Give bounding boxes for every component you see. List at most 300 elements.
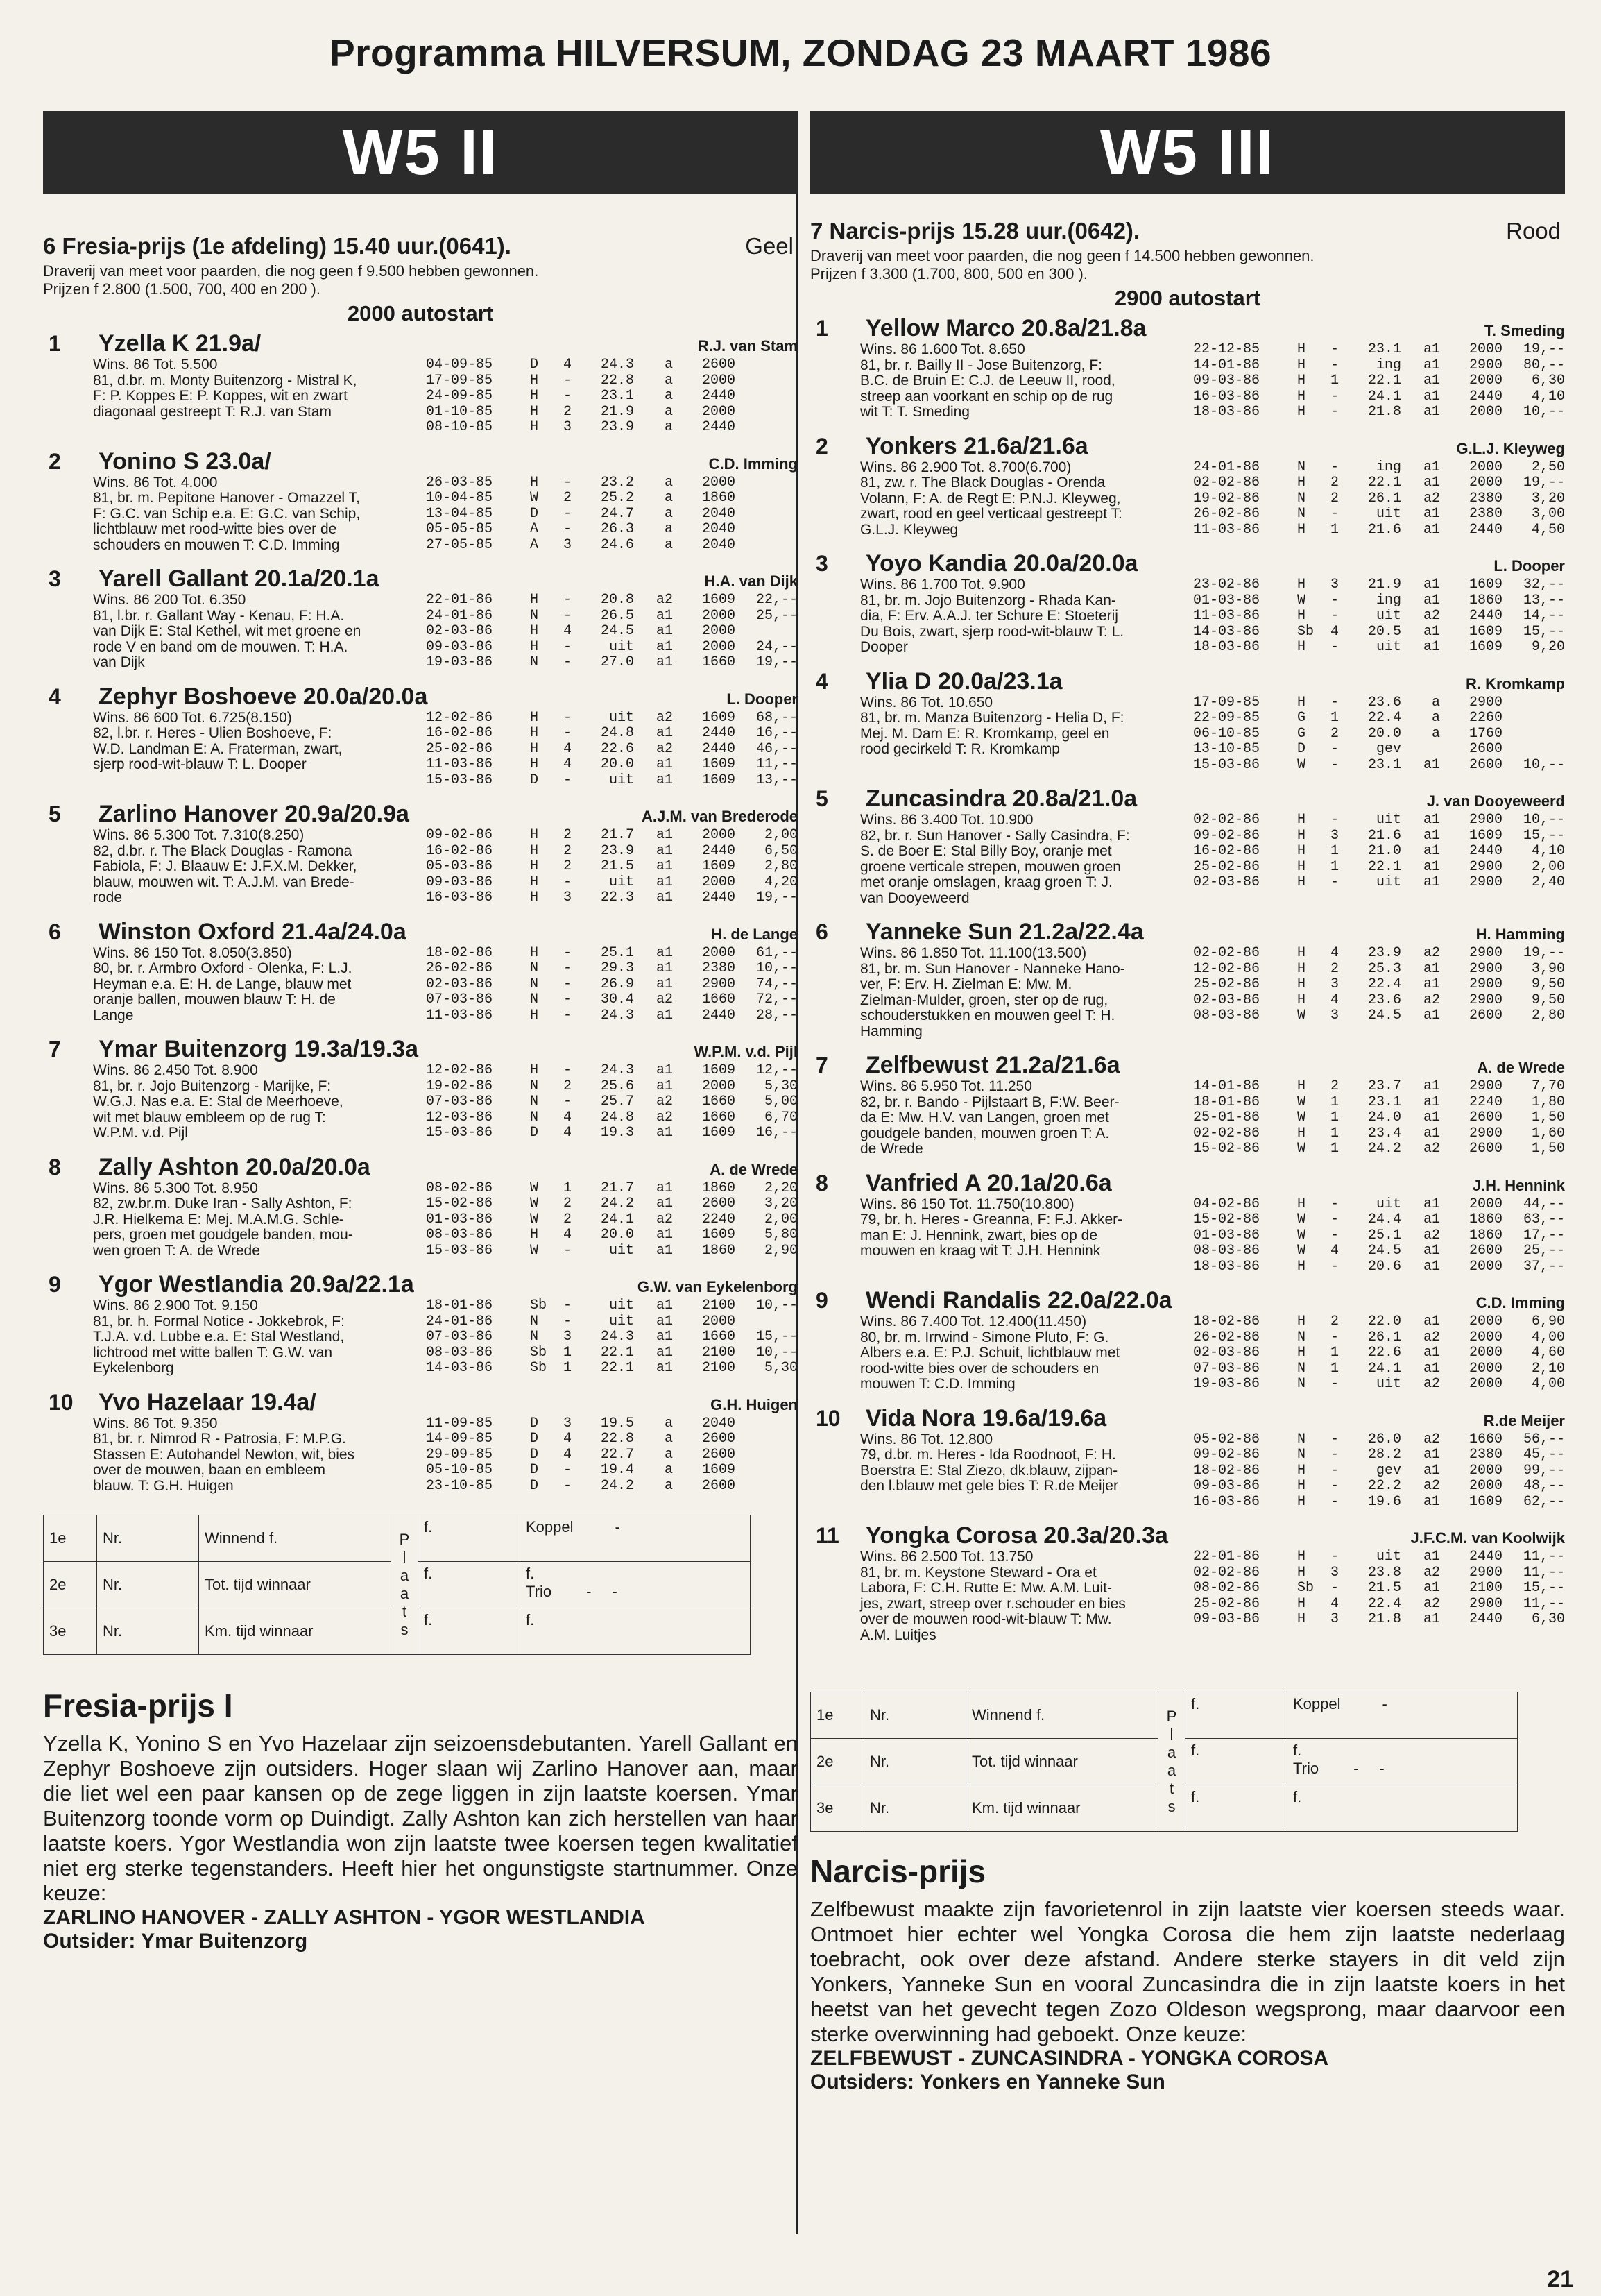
odds [735,405,798,420]
distance: 1609 [701,1462,735,1478]
track-code: H [1297,475,1306,491]
form-row [1193,593,1565,609]
race-date: 11-03-86 [426,756,493,772]
detail-line: Stassen E: Autohandel Newton, wit, bies [93,1446,355,1463]
outsider-line: Outsider: Ymar Buitenzorg [43,1930,308,1953]
odds: 3,20 [764,1196,798,1211]
place-cell: 3e [811,1785,864,1832]
distance: 1609 [1469,827,1502,844]
start-code: a [664,419,673,435]
odds: 46,-- [755,740,798,757]
distance: 2900 [1469,357,1502,373]
odds: 5,80 [764,1227,798,1243]
finish-position: 1 [1330,1094,1339,1110]
start-code: a1 [1423,1580,1440,1596]
track-code: A [530,521,539,537]
odds: 15,-- [1523,1580,1565,1596]
result-table [43,1515,751,1655]
detail-line: wit T: T. Smeding [860,404,970,420]
form-row [1193,624,1565,640]
odds: 10,-- [1523,756,1565,773]
form-row [1193,1361,1565,1377]
race-date: 25-02-86 [426,740,493,757]
detail-line: Wins. 86 2.900 Tot. 9.150 [93,1298,258,1313]
detail-line: A.M. Luitjes [860,1626,936,1643]
entry-body [860,946,1565,1039]
form-row [426,1212,798,1228]
horse-name: Zuncasindra 20.8a/21.0a [866,785,1138,812]
finish-position: - [563,1242,572,1259]
start-code: a2 [1423,992,1440,1008]
distance: 2600 [1469,1109,1502,1125]
finish-position: 1 [1330,843,1339,859]
track-code: G [1297,725,1306,742]
start-code: a2 [1423,945,1440,961]
odds: 32,-- [1523,577,1565,593]
detail-line: Wins. 86 5.950 Tot. 11.250 [860,1078,1032,1094]
odds: 17,-- [1523,1227,1565,1243]
form-row [426,1079,798,1095]
track-code: H [1297,1313,1306,1329]
odds: 16,-- [755,1125,798,1141]
detail-line: Eykelenborg [93,1360,174,1376]
start-code: a1 [1423,960,1440,977]
analysis-text: Zelfbewust maakte zijn favorietenrol in zijn laatste vier koersen steeds waar. Ontmoet hier echter wel Yongka Corosa die hem zijn laatste nederlaag toebracht, ook over deze afstand. Andere sterke stayers in dit veld zijn Yonkers, Yanneke Sun en vooral Zuncasindra die in zijn laatste koers in het heetst van het gevecht tegen Zozo Oldeson wegsprong, maar daarvoor een sterke overwinning had geboekt. Onze keuze: [810,1897,1565,2046]
form-row [1193,742,1565,758]
race-date: 16-03-86 [426,890,493,905]
distance: 1609 [701,756,735,772]
distance: 2000 [701,827,735,843]
koppel-cell [520,1515,751,1562]
entry-number: 5 [816,786,828,811]
entry-number: 2 [49,448,61,474]
koppel-amount [520,1562,751,1608]
race-date: 09-03-86 [426,874,493,890]
horse-name: Vanfried A 20.1a/20.6a [866,1169,1112,1196]
entry-body [860,695,1565,774]
form-table [1193,813,1565,906]
plaats-amount: f. [418,1515,520,1562]
start-code: a1 [656,607,673,624]
time: 24.6 [600,536,634,553]
finish-position: 3 [1330,976,1339,992]
track-code: Sb [530,1360,547,1376]
track-code: N [1297,459,1306,475]
race-conditions: Draverij van meet voor paarden, die nog geen f 14.500 hebben gewonnen. [810,247,1315,264]
time: 24.3 [600,357,634,373]
track-code: W [530,1196,539,1211]
track-code: H [1297,1595,1306,1612]
race-date: 22-01-86 [426,592,493,608]
detail-line: 81, br. m. Manza Buitenzorg - Helia D, F: [860,710,1124,726]
form-row [1193,609,1565,624]
track-code: D [1297,741,1306,757]
detail-line: 82, br. r. Sun Hanover - Sally Casindra, F: [860,827,1130,844]
horse-details [860,342,1185,420]
detail-line: Wins. 86 1.850 Tot. 11.100(13.500) [860,945,1087,961]
race-entry [810,550,1565,656]
odds: 11,-- [1523,1564,1565,1581]
detail-line: W.G.J. Nas e.a. E: Stal de Meerhoeve, [93,1094,343,1109]
race-date: 29-09-85 [426,1446,493,1463]
odds: 4,50 [1531,521,1565,538]
horse-name: Wendi Randalis 22.0a/22.0a [866,1287,1172,1313]
race-date: 12-02-86 [426,709,493,726]
detail-line: 82, l.br. r. Heres - Ulien Boshoeve, F: [93,725,332,741]
track-code: N [1297,1329,1306,1345]
detail-line: 81, br. m. Sun Hanover - Nanneke Hano- [860,960,1125,977]
finish-position: 3 [1330,1611,1339,1627]
finish-position: 2 [1330,1313,1339,1329]
start-code: a1 [1423,577,1440,593]
start-code [1401,742,1440,758]
time: 21.6 [1367,521,1401,538]
horse-details [93,1063,418,1141]
start-code: a1 [1423,1258,1440,1275]
time: 25.6 [600,1078,634,1094]
horse-name: Yvo Hazelaar 19.4a/ [99,1388,316,1415]
finish-position: - [1330,357,1339,373]
label-cell: Km. tijd winnaar [966,1785,1158,1832]
finish-position: 2 [563,827,572,843]
finish-position: 4 [563,1109,572,1125]
distance: 2040 [701,1415,735,1431]
distance: 2900 [1469,992,1502,1008]
race-date: 15-03-86 [1193,756,1260,773]
form-row [426,640,798,656]
entry-header [810,1522,1565,1549]
start-code: a [664,505,673,522]
finish-position: - [563,976,572,992]
start-code: a1 [1423,858,1440,875]
time: 23.7 [1367,1078,1401,1094]
detail-line: 79, br. h. Heres - Greanna, F: F.J. Akker- [860,1211,1123,1227]
race-date: 09-02-86 [1193,1447,1260,1463]
start-code: a [664,490,673,506]
race-prizes: Prijzen f 3.300 (1.700, 800, 500 en 300 ). [810,265,1088,282]
detail-line: rode V en band om de mouwen. T: H.A. [93,638,348,655]
odds: 7,70 [1531,1078,1565,1094]
start-code: a [664,403,673,420]
distance: 2900 [701,976,735,992]
race-date: 15-02-86 [1193,1211,1260,1227]
trio-label: Trio [526,1583,552,1600]
form-row [1193,389,1565,405]
finish-position: 2 [1330,725,1339,742]
time: 24.1 [600,1211,634,1227]
horse-details [860,1197,1185,1275]
trio-cell [520,1608,751,1655]
race-color: Rood [1506,218,1561,244]
odds: 19,-- [1523,945,1565,961]
plaats-amount: f. [418,1562,520,1608]
distance: 1609 [701,858,735,874]
time: gev [1376,741,1401,757]
start-code: a1 [1423,388,1440,405]
finish-position: 2 [563,403,572,420]
form-table [1193,1432,1565,1511]
finish-position: - [1330,506,1339,522]
distance: 1609 [1469,1493,1502,1510]
race-entry [810,1405,1565,1511]
horse-name: Ylia D 20.0a/23.1a [866,667,1063,695]
time: 20.0 [600,756,634,772]
start-code: a1 [656,1329,673,1345]
start-code: a1 [1423,639,1440,655]
track-code: H [1297,357,1306,373]
horse-name: Yoyo Kandia 20.0a/20.0a [866,550,1138,577]
detail-line: 81, br. h. Formal Notice - Jokkebrok, F: [93,1313,345,1329]
left-column [43,111,798,1953]
trainer-name: W.P.M. v.d. Pijl [694,1043,798,1060]
track-code: W [530,1242,539,1259]
start-code: a2 [1423,1431,1440,1447]
form-row [426,1110,798,1126]
track-code: D [530,1462,539,1478]
entry-number: 4 [816,668,828,694]
odds: 6,90 [1531,1313,1565,1329]
detail-line: Wins. 86 3.400 Tot. 10.900 [860,812,1034,828]
time: uit [1376,1376,1401,1392]
time: 24.2 [600,1196,634,1211]
form-row [1193,946,1565,962]
distance: 2000 [1469,1313,1502,1329]
track-code: H [1297,373,1306,389]
form-table [1193,460,1565,538]
distance: 2440 [1469,843,1502,859]
form-row [1193,1377,1565,1393]
finish-position: - [563,944,572,961]
odds: 44,-- [1523,1196,1565,1212]
place-cell: 2e [811,1739,864,1785]
result-row [44,1515,751,1562]
form-row [1193,828,1565,844]
odds: 6,30 [1531,1611,1565,1627]
form-row [426,742,798,758]
start-code: a1 [656,874,673,890]
track-code: N [530,1094,539,1109]
nr-cell: Nr. [97,1608,199,1655]
start-code: a1 [1423,1447,1440,1463]
odds: 28,-- [755,1007,798,1023]
time: 22.3 [600,890,634,905]
place-cell: 1e [44,1515,97,1562]
track-code: Sb [530,1298,547,1313]
form-table [1193,1079,1565,1157]
entry-header [43,1036,798,1063]
entry-body [93,1416,798,1495]
race-date: 11-03-86 [426,1007,493,1023]
detail-line: Wins. 86 Tot. 10.650 [860,694,993,711]
right-column [810,111,1565,2094]
horse-name: Winston Oxford 21.4a/24.0a [99,918,406,945]
finish-position: 3 [563,1329,572,1345]
finish-position: 2 [1330,1078,1339,1094]
distance: 1609 [701,772,735,788]
time: 20.8 [600,592,634,608]
distance: 1860 [701,490,735,506]
finish-position: 4 [1330,623,1339,640]
race-entry [810,919,1565,1039]
time: 24.1 [1367,388,1401,405]
race-date: 02-03-86 [426,623,493,639]
distance: 1760 [1469,725,1502,742]
detail-line: wen groen T: A. de Wrede [93,1242,260,1259]
finish-position: 4 [563,1446,572,1463]
track-code: H [1297,858,1306,875]
entry-header [810,1405,1565,1432]
distance: 2000 [1469,1376,1502,1392]
track-code: N [1297,1376,1306,1392]
form-row [426,389,798,405]
start-code: a1 [656,1242,673,1259]
track-code: H [1297,992,1306,1008]
start-code: a1 [656,654,673,670]
start-code: a1 [656,842,673,859]
race-date: 02-02-86 [1193,812,1260,828]
track-code: N [1297,1447,1306,1463]
finish-position: 4 [563,1227,572,1243]
form-row [426,1243,798,1259]
track-code: Sb [1297,623,1315,640]
time: 25.1 [600,944,634,961]
finish-position: 1 [1330,1345,1339,1361]
finish-position: - [1330,694,1339,711]
odds: 16,-- [755,725,798,741]
race-date: 06-10-85 [1193,725,1260,742]
odds: 12,-- [755,1062,798,1078]
distance: 2440 [1469,1549,1502,1565]
entry-body [93,475,798,554]
track-code: N [530,1078,539,1094]
race-date: 05-05-85 [426,521,493,537]
race-date: 15-03-86 [426,1242,493,1259]
race-entry [43,1036,798,1141]
form-row [426,1329,798,1345]
horse-details [93,357,418,436]
nr-cell: Nr. [864,1692,966,1739]
start-code: a1 [1423,404,1440,420]
track-code: H [1297,1493,1306,1510]
race-date: 07-03-86 [426,992,493,1007]
trainer-name: H. de Lange [711,925,798,943]
entry-number: 6 [49,919,61,944]
odds: 15,-- [1523,623,1565,640]
time: 21.0 [1367,843,1401,859]
entry-number: 10 [49,1389,74,1415]
finish-position: - [563,521,572,537]
track-code: H [530,842,539,859]
finish-position: - [563,607,572,624]
time: 21.7 [600,1180,634,1196]
race-date: 26-03-85 [426,474,493,491]
entry-header [43,448,798,475]
start-code: a1 [1423,812,1440,828]
detail-line: W.D. Landman E: A. Fraterman, zwart, [93,740,343,757]
trio-amount-label: f. [526,1611,535,1629]
start-code: a [664,1446,673,1463]
start-code: a1 [656,858,673,874]
track-code: W [1297,1227,1306,1243]
distance: 2100 [1469,1580,1502,1596]
distance: 2600 [1469,1141,1502,1157]
odds: 5,00 [764,1094,798,1109]
form-row [1193,1008,1565,1024]
detail-line: van Dijk E: Stal Kethel, wit met groene en [93,623,361,639]
start-code: a1 [1423,357,1440,373]
odds: 25,-- [1523,1243,1565,1259]
form-row [426,420,798,436]
race-date: 18-02-86 [426,944,493,961]
time: 23.9 [600,842,634,859]
race-date: 02-03-86 [1193,1345,1260,1361]
distance: 2900 [1469,1595,1502,1612]
finish-position: 1 [563,1344,572,1361]
odds: 10,-- [1523,812,1565,828]
race-date: 12-03-86 [426,1109,493,1125]
start-code: a1 [1423,1360,1440,1377]
horse-details [860,1314,1185,1393]
odds: 22,-- [755,592,798,608]
time: uit [1376,874,1401,890]
detail-line: 81, br. m. Keystone Steward - Ora et [860,1564,1097,1581]
race-title: 6 Fresia-prijs (1e afdeling) 15.40 uur.(0641). [43,233,511,259]
start-code: a [664,474,673,491]
track-code: H [530,725,539,741]
detail-line: over de mouwen rood-wit-blauw T: Mw. [860,1611,1112,1627]
distance: 2000 [1469,1360,1502,1377]
finish-position: 2 [1330,960,1339,977]
finish-position: 1 [1330,710,1339,726]
finish-position: 3 [563,419,572,435]
entry-body [93,593,798,671]
odds [1502,711,1565,726]
race-date: 08-03-86 [426,1344,493,1361]
start-code: a1 [656,756,673,772]
race-date: 26-02-86 [426,960,493,976]
detail-line: 80, br. m. Irrwind - Simone Pluto, F: G. [860,1329,1109,1345]
race-date: 16-02-86 [426,725,493,741]
distance: 1609 [701,1227,735,1243]
race-entry [43,683,798,789]
start-code: a1 [1423,1345,1440,1361]
odds [735,420,798,436]
race-date: 11-09-85 [426,1415,493,1431]
race-date: 01-03-86 [1193,1227,1260,1243]
distance: 2440 [701,842,735,859]
detail-line: schouderstukken en mouwen geel T: H. [860,1007,1115,1023]
form-table [1193,342,1565,420]
detail-line: rood gecirkeld T: R. Kromkamp [860,741,1060,757]
form-row [426,961,798,977]
race-date: 22-09-85 [1193,710,1260,726]
horse-name: Zephyr Boshoeve 20.0a/20.0a [99,683,428,710]
start-code: a1 [1423,1211,1440,1227]
horse-details [93,593,418,671]
track-code: D [530,1431,539,1447]
trio-label: Trio [1293,1760,1319,1777]
track-code: H [1297,388,1306,405]
finish-position: 2 [1330,475,1339,491]
form-row [426,1094,798,1110]
track-code: H [1297,639,1306,655]
odds: 74,-- [755,976,798,992]
start-code: a [664,388,673,404]
horse-details [860,460,1185,538]
label-cell: Km. tijd winnaar [199,1608,391,1655]
horse-name: Ymar Buitenzorg 19.3a/19.3a [99,1036,419,1062]
odds: 2,00 [764,827,798,843]
